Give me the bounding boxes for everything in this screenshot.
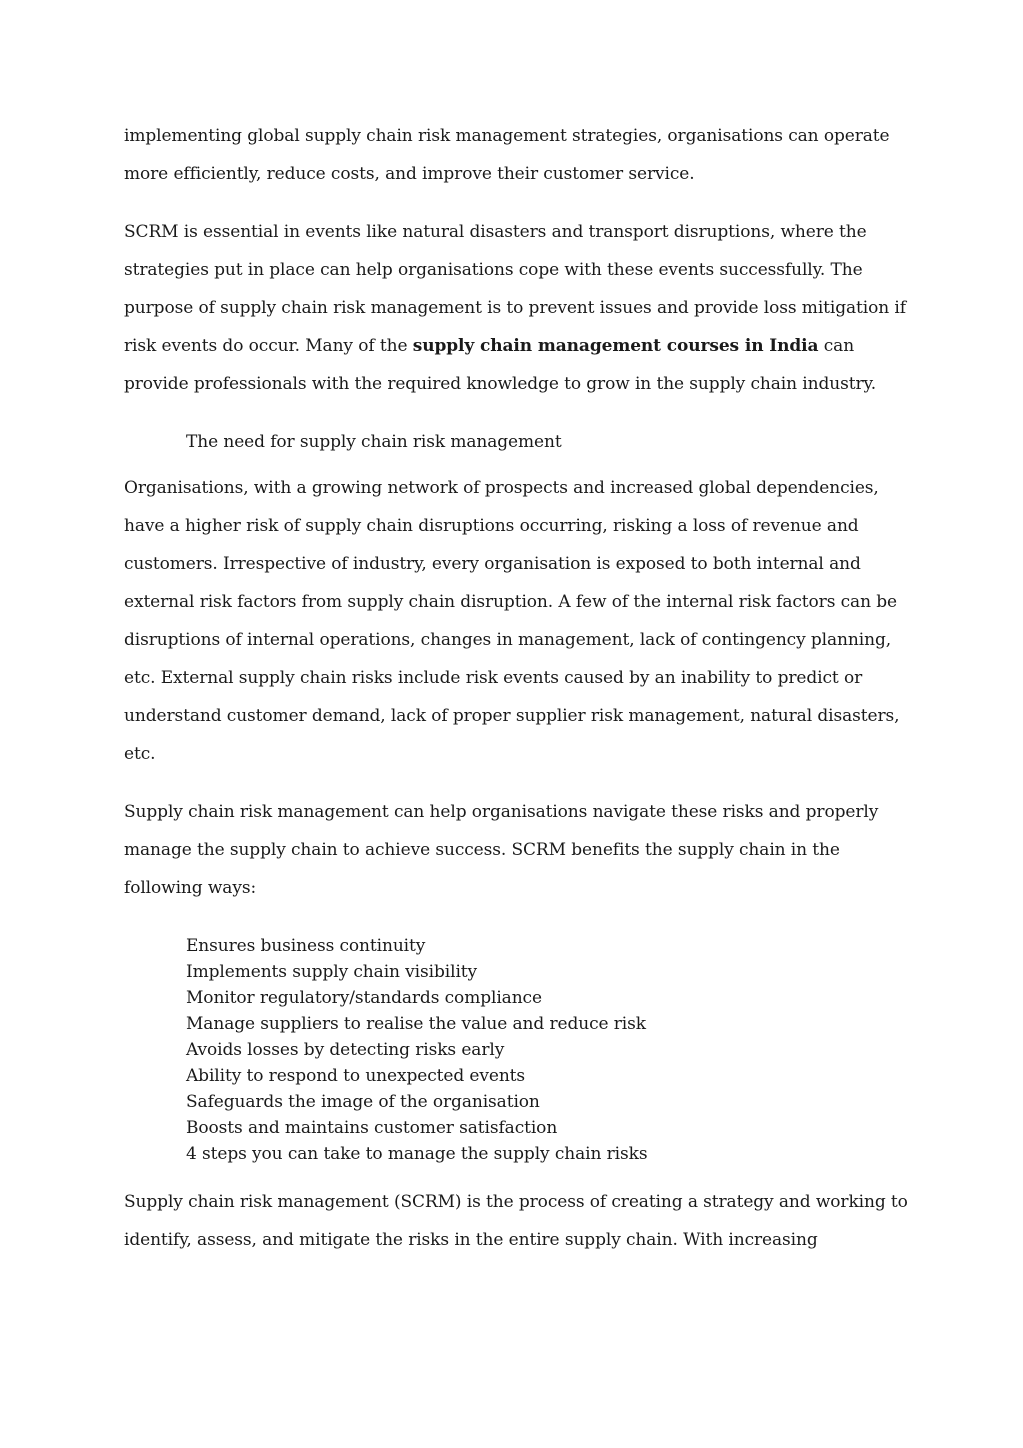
list-item: Manage suppliers to realise the value and reduce risk [186, 1014, 646, 1034]
paragraph-text: can provide professionals with the required knowledge to grow in the supply chain industry. [124, 336, 877, 394]
list-gap [124, 1167, 914, 1183]
paragraph-intro-continuation: implementing global supply chain risk management strategies, organisations can operate more efficiently, reduce costs, and improve their customer service. [124, 126, 890, 184]
list-item: Avoids losses by detecting risks early [186, 1040, 505, 1060]
paragraph-gap [124, 193, 914, 213]
list-item: Ability to respond to unexpected events [186, 1066, 526, 1086]
list-item: Ensures business continuity [186, 936, 426, 956]
benefits-list [124, 933, 914, 1167]
list-item: Monitor regulatory/standards compliance [186, 988, 542, 1008]
paragraph-text: SCRM is essential in events like natural disasters and transport disruptions, where the strategies put in place can help organisations cope with these events successfully. The purpose of supply chain risk management is to prevent issues and provide loss mitigation if risk events do occur. Many of the [124, 222, 906, 356]
list-item: 4 steps you can take to manage the supply chain risks [186, 1144, 648, 1164]
section-heading: The need for supply chain risk management [186, 432, 562, 452]
paragraph-risk-factors: Organisations, with a growing network of prospects and increased global dependencies, have a higher risk of supply chain disruptions occurring, risking a loss of revenue and customers. Irrespective of industry, every organisation is exposed to both internal and external risk factors from supply chain disruption. A few of the internal risk factors can be disruptions of internal operations, changes in management, lack of contingency planning, etc. External supply chain risks include risk events caused by an inability to predict or understand customer demand, lack of proper supplier risk management, natural disasters, etc. [124, 478, 900, 764]
list-gap [124, 907, 914, 933]
paragraph-scrm-benefits: Supply chain risk management can help organisations navigate these risks and properly manage the supply chain to achieve success. SCRM benefits the supply chain in the following ways: [124, 802, 879, 898]
list-item: Safeguards the image of the organisation [186, 1092, 540, 1112]
paragraph-gap [124, 773, 914, 793]
list-item: Implements supply chain visibility [186, 962, 478, 982]
list-item: Boosts and maintains customer satisfaction [186, 1118, 558, 1138]
paragraph-gap [124, 403, 914, 423]
paragraph-scrm-essential [124, 213, 914, 403]
document-page [124, 117, 914, 1259]
bold-keyword-phrase: supply chain management courses in India [412, 336, 819, 356]
paragraph-scrm-definition: Supply chain risk management (SCRM) is the process of creating a strategy and working to identify, assess, and mitigate the risks in the entire supply chain. With increasing [124, 1192, 908, 1250]
heading-gap [124, 461, 914, 469]
